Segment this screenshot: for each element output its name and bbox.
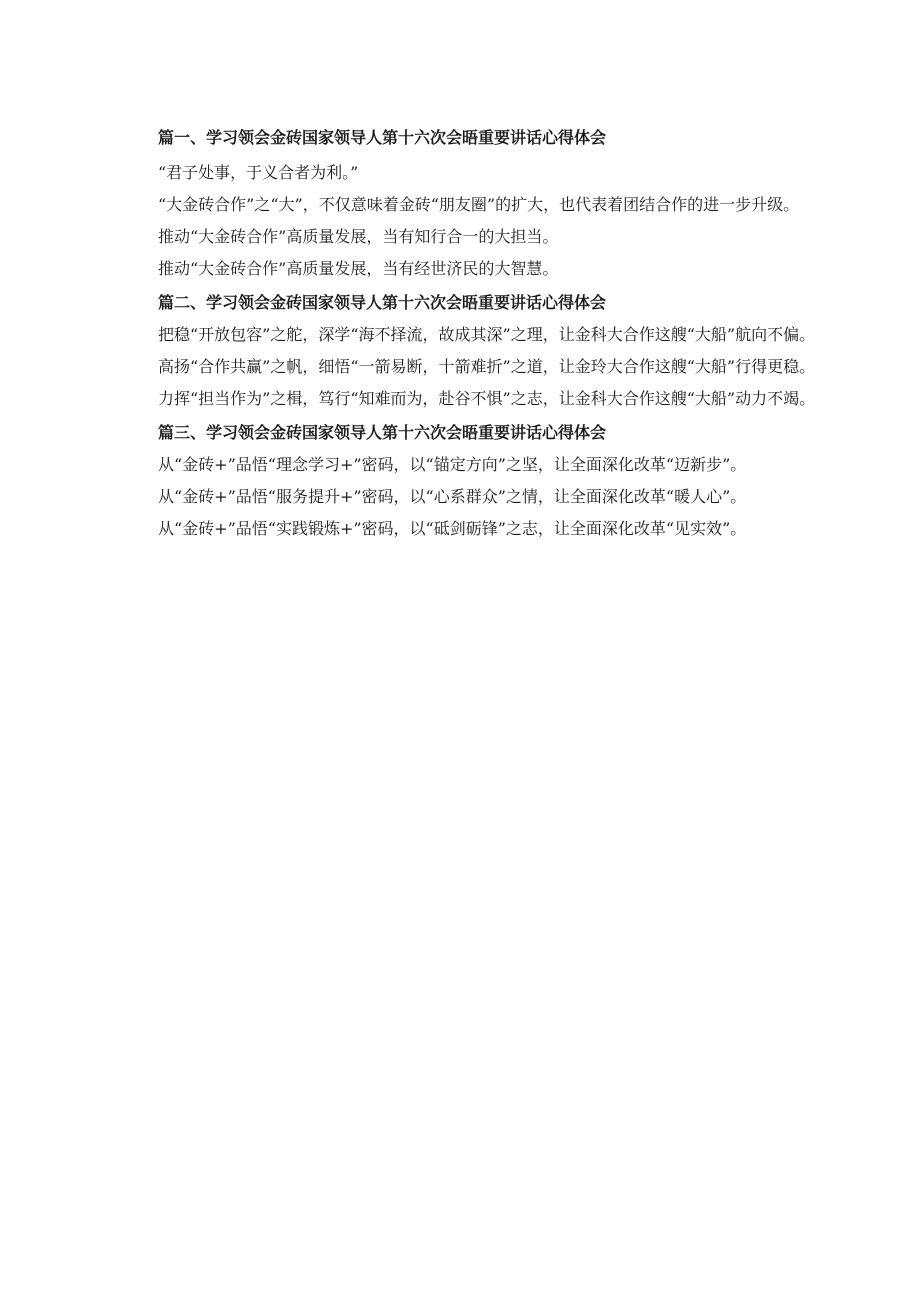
paragraph: 推动“大金砖合作”高质量发展，当有经世济民的大智慧。 bbox=[158, 259, 559, 278]
paragraph: 推动“大金砖合作”高质量发展，当有知行合一的大担当。 bbox=[158, 227, 559, 246]
section-heading: 篇一、学习领会金砖国家领导人第十六次会晤重要讲话心得体会 bbox=[158, 128, 607, 147]
section-heading: 篇三、学习领会金砖国家领导人第十六次会晤重要讲话心得体会 bbox=[158, 423, 607, 442]
paragraph: 从“金砖+”品悟“服务提升+”密码，以“心系群众”之情，让全面深化改革“暖人心”。 bbox=[158, 487, 747, 506]
paragraph: “大金砖合作”之“大”，不仅意味着金砖“朋友圈”的扩大，也代表着团结合作的进一步升级。 bbox=[158, 195, 800, 214]
document-page bbox=[126, 122, 826, 545]
paragraph: 把稳“开放包容”之舵，深学“海不择流，故成其深”之理，让金科大合作这艘“大船”航向不偏。 bbox=[158, 325, 816, 344]
paragraph: 高扬“合作共赢”之帆，细悟“一箭易断，十箭难折”之道，让金玲大合作这艘“大船”行得更稳。 bbox=[158, 357, 816, 376]
section-1 bbox=[126, 122, 826, 285]
section-3 bbox=[126, 417, 826, 545]
paragraph: 从“金砖+”品悟“实践锻炼+”密码，以“砥剑砺锋”之志，让全面深化改革“见实效”。 bbox=[158, 519, 747, 538]
section-2 bbox=[126, 287, 826, 415]
section-heading: 篇二、学习领会金砖国家领导人第十六次会晤重要讲话心得体会 bbox=[158, 293, 607, 312]
paragraph: 力挥“担当作为”之楫，笃行“知难而为，赴谷不惧”之志，让金科大合作这艘“大船”动力不竭。 bbox=[158, 389, 816, 408]
paragraph: 从“金砖+”品悟“理念学习+”密码，以“锚定方向”之坚，让全面深化改革“迈新步”。 bbox=[158, 455, 747, 474]
paragraph: “君子处事，于义合者为利。” bbox=[158, 163, 359, 182]
